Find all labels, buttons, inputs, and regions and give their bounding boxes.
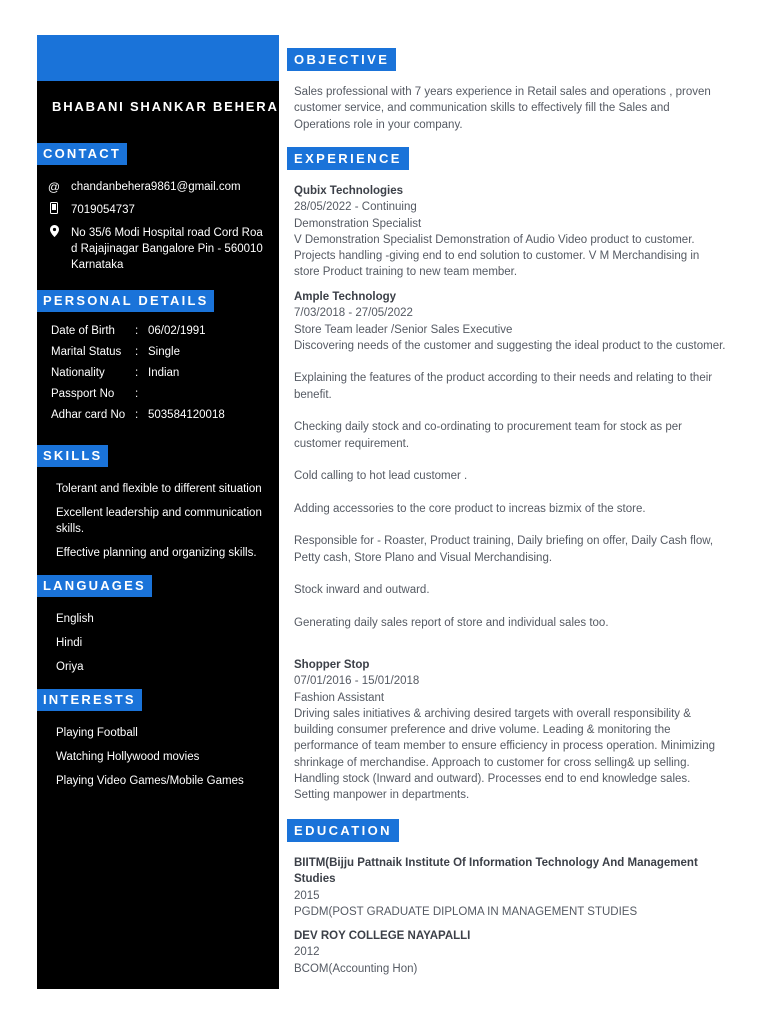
phone-text: 7019054737 — [71, 204, 135, 216]
company-name: Ample Technology — [294, 291, 397, 303]
location-pin-icon — [47, 225, 61, 273]
sidebar-accent-bar — [37, 35, 279, 81]
section-title-languages: LANGUAGES — [37, 575, 152, 597]
address-line: Karnataka — [71, 259, 124, 271]
section-title-contact: CONTACT — [37, 143, 127, 165]
personal-value: 503584120018 — [148, 409, 225, 421]
education-year: 2012 — [294, 946, 320, 959]
job-role: Demonstration Specialist — [294, 217, 422, 230]
job-description: Discovering needs of the customer and suggesting the ideal product to the customer. — [294, 339, 726, 352]
company-name: Shopper Stop — [294, 659, 370, 671]
language-item: Hindi — [56, 637, 83, 649]
job-description: Driving sales initiatives & archiving desired targets with overall responsibility & building consumer preference and drive volume. Leading & monitoring the performance of team member to ensure efficiency in process operation. Minimizing shrinkage of merchandise. Approach to customer for cross selling& up selling. Handling stock (Inward and outward). Processes end to end knowledge sales. Setting manpower in departments. — [294, 707, 716, 802]
address-line: d Rajajinagar Bangalore Pin - 560010 — [71, 243, 263, 255]
personal-value: Indian — [148, 367, 180, 379]
experience-entry — [294, 289, 726, 631]
education-entry — [294, 928, 726, 977]
job-dates: 28/05/2022 - Continuing — [294, 201, 417, 214]
skill-item: Excellent leadership and communication skills. — [56, 507, 262, 535]
job-description: V Demonstration Specialist Demonstration of Audio Video product to customer. Projects handling -giving end to end solution to customer. V M Merchandising in store Product training to new team member. — [294, 233, 700, 279]
job-role: Store Team leader /Senior Sales Executive — [294, 323, 513, 336]
personal-row: Passport No : — [51, 388, 139, 400]
language-item: English — [56, 613, 94, 625]
email-text: chandanbehera9861@gmail.com — [71, 181, 241, 193]
language-item: Oriya — [56, 661, 84, 673]
candidate-name: BHABANI SHANKAR BEHERA — [52, 99, 279, 114]
contact-address — [47, 225, 263, 273]
personal-value: 06/02/1991 — [148, 325, 206, 337]
personal-key: Nationality — [51, 367, 105, 379]
personal-row: Adhar card No : 503584120018 — [51, 409, 225, 421]
job-description: Cold calling to hot lead customer . — [294, 470, 468, 483]
school-name: DEV ROY COLLEGE NAYAPALLI — [294, 930, 471, 942]
job-dates: 07/01/2016 - 15/01/2018 — [294, 675, 420, 688]
education-degree: PGDM(POST GRADUATE DIPLOMA IN MANAGEMENT STUDIES — [294, 905, 638, 918]
job-description: Generating daily sales report of store and individual sales too. — [294, 616, 609, 629]
job-description: Stock inward and outward. — [294, 584, 430, 597]
sidebar — [37, 35, 279, 989]
contact-phone — [47, 202, 135, 218]
company-name: Qubix Technologies — [294, 185, 404, 197]
job-description: Responsible for - Roaster, Product training, Daily briefing on offer, Daily Cash flow, Petty cash, Store Plano and Visual Merchandising. — [294, 535, 714, 564]
skill-item: Effective planning and organizing skills. — [56, 547, 257, 559]
personal-key: Date of Birth — [51, 325, 115, 337]
section-title-experience: EXPERIENCE — [287, 147, 409, 170]
job-role: Fashion Assistant — [294, 691, 385, 704]
school-name: BIITM(Bijju Pattnaik Institute Of Information Technology And Management Studies — [294, 857, 698, 886]
experience-entry — [294, 657, 726, 804]
education-entry — [294, 855, 726, 920]
experience-entry — [294, 183, 726, 281]
personal-key: Marital Status — [51, 346, 122, 358]
at-icon: @ — [47, 180, 61, 194]
section-title-skills: SKILLS — [37, 445, 108, 467]
section-title-objective: OBJECTIVE — [287, 48, 396, 71]
section-title-personal-details: PERSONAL DETAILS — [37, 290, 214, 312]
skill-item: Tolerant and flexible to different situation — [56, 483, 262, 495]
objective-text: Sales professional with 7 years experience in Retail sales and operations , proven customer service, and communication skills to effectively fill the Sales and Operations role in your company. — [294, 86, 711, 131]
job-description: Adding accessories to the core product to increas bizmix of the store. — [294, 502, 646, 515]
interest-item: Playing Football — [56, 727, 138, 739]
personal-row: Date of Birth : 06/02/1991 — [51, 325, 206, 337]
contact-email — [47, 179, 241, 195]
section-title-interests: INTERESTS — [37, 689, 142, 711]
personal-row: Nationality : Indian — [51, 367, 180, 379]
job-description: Checking daily stock and co-ordinating to procurement team for stock as per customer requirement. — [294, 421, 682, 450]
personal-key: Adhar card No — [51, 409, 126, 421]
interest-item: Playing Video Games/Mobile Games — [56, 775, 244, 787]
address-line: No 35/6 Modi Hospital road Cord Roa — [71, 227, 263, 239]
education-degree: BCOM(Accounting Hon) — [294, 962, 418, 975]
section-title-education: EDUCATION — [287, 819, 399, 842]
education-year: 2015 — [294, 889, 320, 902]
personal-row: Marital Status : Single — [51, 346, 180, 358]
job-description: Explaining the features of the product according to their needs and relating to their benefit. — [294, 372, 713, 401]
job-dates: 7/03/2018 - 27/05/2022 — [294, 307, 413, 320]
personal-value: Single — [148, 346, 180, 358]
phone-icon — [47, 202, 61, 218]
interest-item: Watching Hollywood movies — [56, 751, 200, 763]
personal-key: Passport No — [51, 388, 115, 400]
